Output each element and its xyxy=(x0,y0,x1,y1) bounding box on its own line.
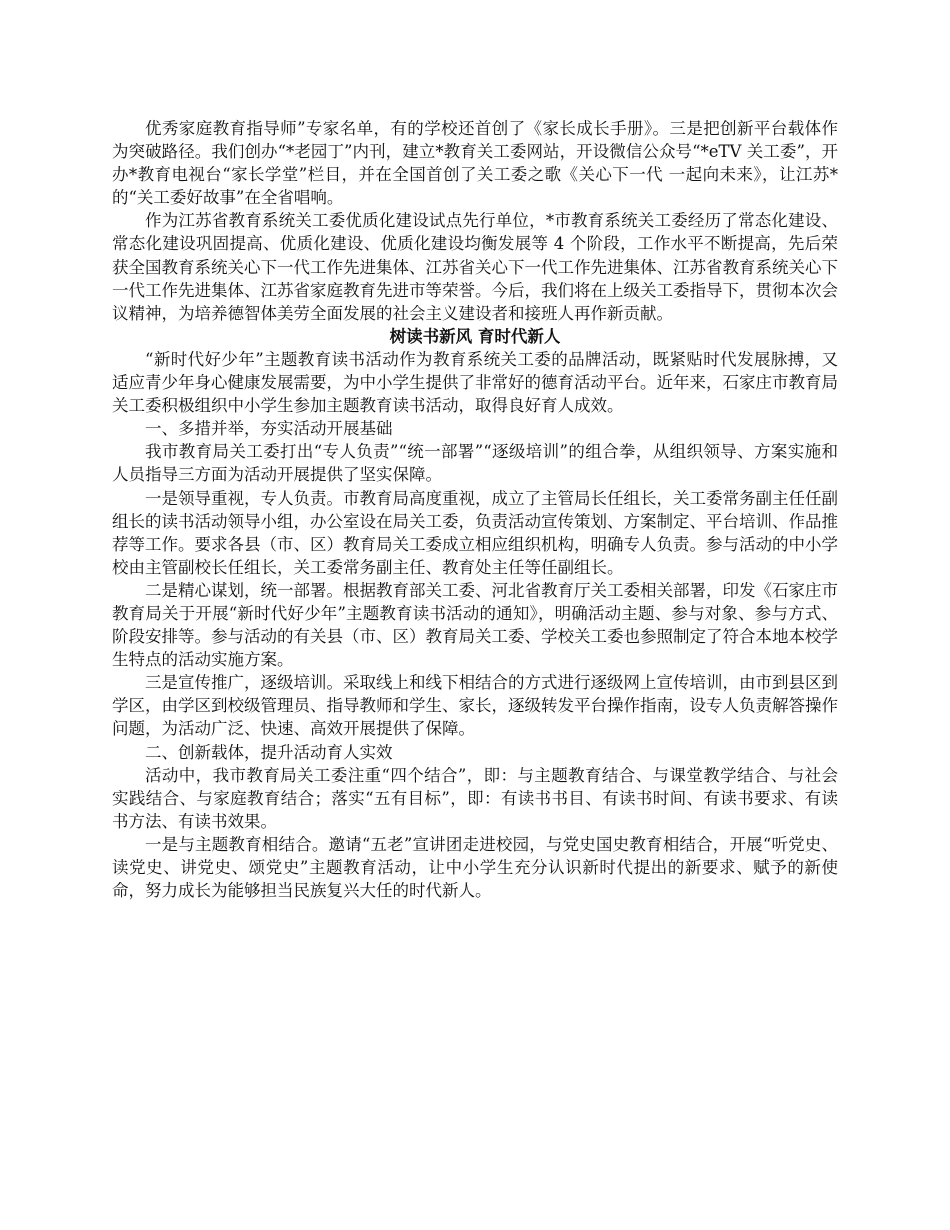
paragraph-1: 优秀家庭教育指导师”专家名单，有的学校还首创了《家长成长手册》。三是把创新平台载体作为突破路径。我们创办“*老园丁”内刊，建立*教育关工委网站，开设微信公众号“*eTV 关工委”，开办*教育电视台“家长学堂”栏目，并在全国首创了关工委之歌《关心下一代 一起向未来》，让江苏*的“关工委好故事”在全省唱响。 xyxy=(112,119,838,208)
paragraph-2: 作为江苏省教育系统关工委优质化建设试点先行单位，*市教育系统关工委经历了常态化建设、常态化建设巩固提高、优质化建设、优质化建设均衡发展等 4 个阶段，工作水平不断提高，先后荣获全国教育系统关心下一代工作先进集体、江苏省关心下一代工作先进集体、江苏省教育系统关心下一代工作先进集体、江苏省家庭教育先进市等荣誉。今后，我们将在上级关工委指导下，贯彻本次会议精神，为培养德智体美劳全面发展的社会主义建设者和接班人再作新贡献。 xyxy=(112,211,838,323)
subheading-2: 二、创新载体，提升活动育人实效 xyxy=(145,742,393,762)
paragraph-8: 活动中，我市教育局关工委注重“四个结合”，即：与主题教育结合、与课堂教学结合、与社会实践结合、与家庭教育结合；落实“五有目标”，即：有读书书目、有读书时间、有读书要求、有读书方法、有读书效果。 xyxy=(112,765,838,831)
paragraph-3: “新时代好少年”主题教育读书活动作为教育系统关工委的品牌活动，既紧贴时代发展脉搏，又适应青少年身心健康发展需要，为中小学生提供了非常好的德育活动平台。近年来，石家庄市教育局关工委积极组织中小学生参加主题教育读书活动，取得良好育人成效。 xyxy=(112,349,838,416)
document-body xyxy=(112,117,838,902)
subheading-1: 一、多措并举，夯实活动开展基础 xyxy=(145,419,393,439)
paragraph-7: 三是宣传推广，逐级培训。采取线上和线下相结合的方式进行逐级网上宣传培训，由市到县区到学区，由学区到校级管理员、指导教师和学生、家长，逐级转发平台操作指南，设专人负责解答操作问题，为活动广泛、快速、高效开展提供了保障。 xyxy=(112,673,838,739)
paragraph-9: 一是与主题教育相结合。邀请“五老”宣讲团走进校园，与党史国史教育相结合，开展“听党史、读党史、讲党史、颂党史”主题教育活动，让中小学生充分认识新时代提出的新要求、赋予的新使命，努力成长为能够担当民族复兴大任的时代新人。 xyxy=(112,834,838,901)
paragraph-5: 一是领导重视，专人负责。市教育局高度重视，成立了主管局长任组长，关工委常务副主任任副组长的读书活动领导小组，办公室设在局关工委，负责活动宣传策划、方案制定、平台培训、作品推荐等工作。要求各县（市、区）教育局关工委成立相应组织机构，明确专人负责。参与活动的中小学校由主管副校长任组长，关工委常务副主任、教育处主任等任副组长。 xyxy=(112,488,838,577)
section-heading: 树读书新风 育时代新人 xyxy=(389,326,561,346)
paragraph-4: 我市教育局关工委打出“专人负责”“统一部署”“逐级培训”的组合拳，从组织领导、方案实施和人员指导三方面为活动开展提供了坚实保障。 xyxy=(112,442,838,485)
paragraph-6: 二是精心谋划，统一部署。根据教育部关工委、河北省教育厅关工委相关部署，印发《石家庄市教育局关于开展“新时代好少年”主题教育读书活动的通知》，明确活动主题、参与对象、参与方式、阶段安排等。参与活动的有关县（市、区）教育局关工委、学校关工委也参照制定了符合本地本校学生特点的活动实施方案。 xyxy=(112,580,838,670)
